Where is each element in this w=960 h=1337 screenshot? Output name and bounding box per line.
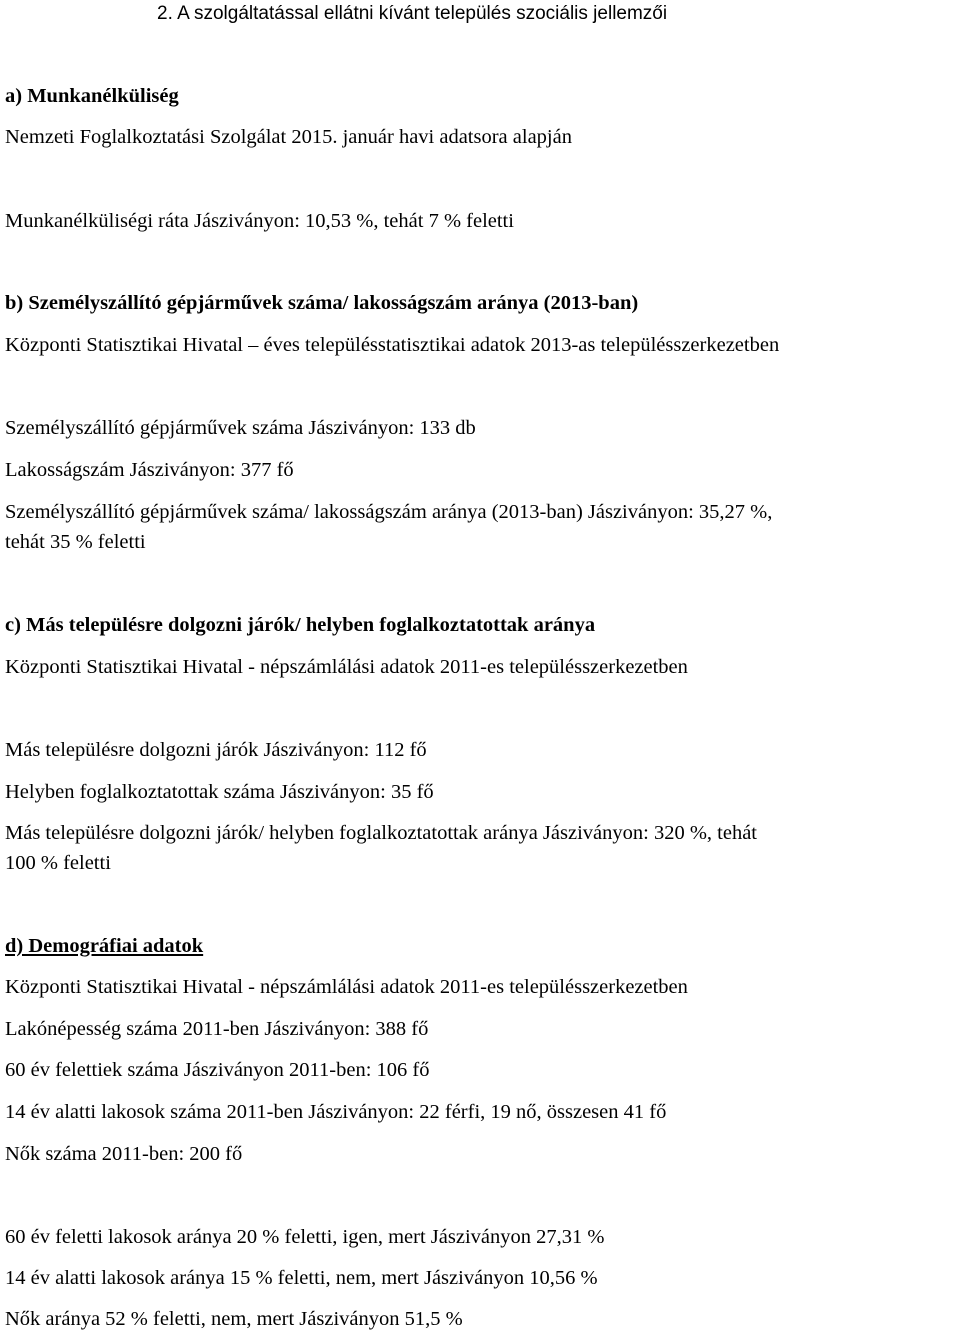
- section-d-population: Lakónépesség száma 2011-ben Jászivány​on: 388 fő: [5, 1018, 429, 1040]
- section-b-vehicles: Személyszállító gépjárművek száma Jászivány​on: 133 db: [5, 417, 476, 439]
- section-c-source: Központi Statisztikai Hivatal - népszámlálási adatok 2011-es településszerkezetben: [5, 656, 688, 678]
- section-b-source: Központi Statisztikai Hivatal – éves településstatisztikai adatok 2013-as településszerkezetben: [5, 334, 780, 356]
- section-d-source: Központi Statisztikai Hivatal - népszámlálási adatok 2011-es településszerkezetben: [5, 976, 688, 998]
- section-d-title: d) Demográfiai adatok: [5, 935, 204, 957]
- section-d-women-ratio: Nők aránya 52 % feletti, nem, mert Jászivány​on 51,5 %: [5, 1308, 463, 1330]
- section-c-commuters: Más településre dolgozni járók Jászivány​on: 112 fő: [5, 739, 427, 761]
- section-c-title: c) Más településre dolgozni járók/ helyben foglalkoztatottak aránya: [5, 614, 596, 636]
- section-b-population: Lakosságszám Jászivány​on: 377 fő: [5, 459, 294, 481]
- section-a-rate: Munkanélküliségi ráta Jászivány​on: 10,53 %, tehát 7 % feletti: [5, 210, 514, 232]
- section-a-title: a) Munkanélküliség: [5, 85, 179, 107]
- section-b-ratio-line2: tehát 35 % feletti: [5, 531, 146, 553]
- section-c-ratio-line2: 100 % feletti: [5, 852, 111, 874]
- section-c-ratio-line1: Más településre dolgozni járók/ helyben foglalkoztatottak aránya Jászivány​on: 320 %, tehát: [5, 822, 757, 844]
- section-c-local-workers: Helyben foglalkoztatottak száma Jászivány​on: 35 fő: [5, 781, 434, 803]
- page-heading: 2. A szolgáltatással ellátni kívánt település szociális jellemzői: [157, 3, 668, 24]
- section-d-over-60: 60 év felettiek száma Jászivány​on 2011-ben: 106 fő: [5, 1059, 430, 1081]
- section-a-source: Nemzeti Foglalkoztatási Szolgálat 2015. január havi adatsora alapján: [5, 126, 572, 148]
- section-d-over-60-ratio: 60 év feletti lakosok aránya 20 % feletti, igen, mert Jászivány​on 27,31 %: [5, 1226, 605, 1248]
- section-d-women: Nők száma 2011-ben: 200 fő: [5, 1143, 243, 1165]
- section-b-title: b) Személyszállító gépjárművek száma/ lakosságszám aránya (2013-ban): [5, 292, 639, 314]
- section-d-under-14-ratio: 14 év alatti lakosok aránya 15 % feletti, nem, mert Jászivány​on 10,56 %: [5, 1267, 598, 1289]
- section-b-ratio-line1: Személyszállító gépjárművek száma/ lakosságszám aránya (2013-ban) Jászivány​on: 35,27 %,: [5, 501, 773, 523]
- section-d-under-14: 14 év alatti lakosok száma 2011-ben Jászivány​on: 22 férfi, 19 nő, összesen 41 fő: [5, 1101, 667, 1123]
